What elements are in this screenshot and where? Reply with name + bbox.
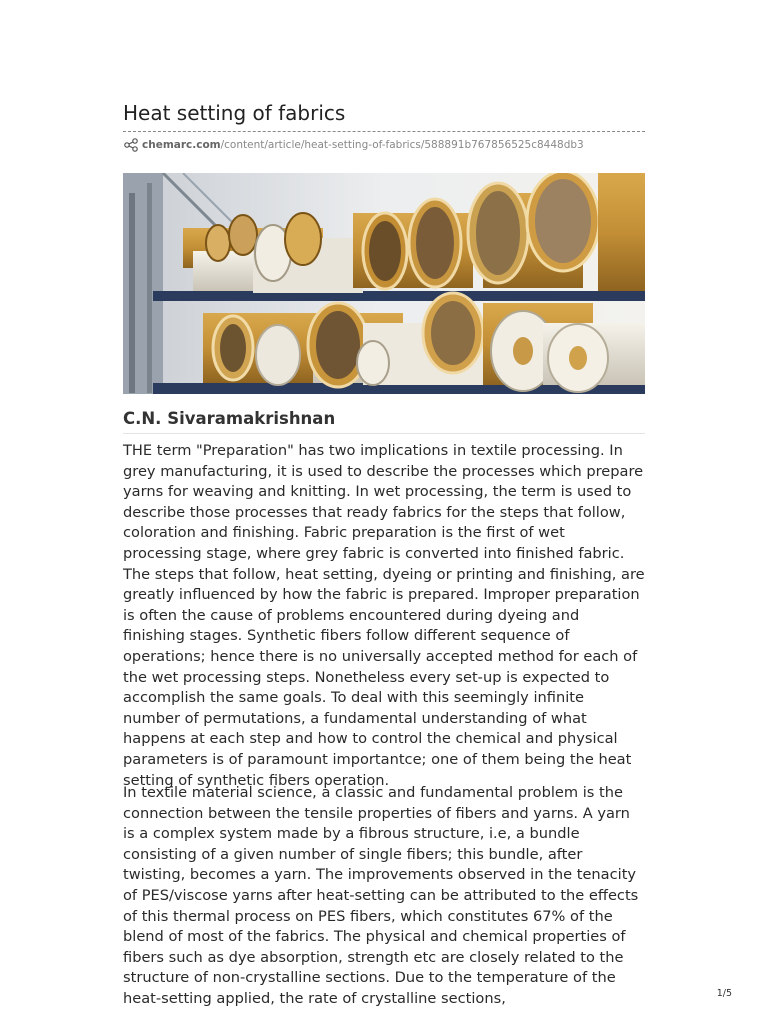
fabric-rolls-image [123, 173, 645, 394]
page-title: Heat setting of fabrics [123, 101, 346, 125]
source-link[interactable] [123, 137, 584, 153]
title-divider [123, 131, 645, 132]
page-indicator: 1/5 [716, 988, 732, 999]
source-path: /content/article/heat-setting-of-fabrics/588891b767856525c8448db3 [220, 139, 584, 151]
body-paragraph-2: In textile material science, a classic and fundamental problem is the connection between the tensile properties of fibers and yarns. A yarn is a complex system made by a fibrous structure, i.e, a bundle consisting of a given number of single fibers; this bundle, after twisting, becomes a yarn. The improvements observed in the tenacity of PES/viscose yarns after heat-setting can be attributed to the effects of this thermal process on PES fibers, which constitutes 67% of the blend of most of the fabrics. The physical and chemical properties of fibers such as dye absorption, strength etc are closely related to the structure of non-crystalline sections. Due to the temperature of the heat-setting applied, the rate of crystalline sections, [123, 784, 639, 1007]
source-domain: chemarc.com [142, 139, 221, 151]
author-name: C.N. Sivaramakrishnan [123, 409, 336, 428]
body-paragraph-1: THE term "Preparation" has two implications in textile processing. In grey manufacturing, it is used to describe the processes which prepare yarns for weaving and knitting. In wet processing, the term is used to describe those processes that ready fabrics for the steps that follow, coloration and finishing. Fabric preparation is the first of wet processing stage, where grey fabric is converted into finished fabric. The steps that follow, heat setting, dyeing or printing and finishing, are greatly influenced by how the fabric is prepared. Improper preparation is often the cause of problems encountered during dyeing and finishing stages. Synthetic fibers follow different sequence of operations; hence there is no universally accepted method for each of the wet processing steps. Nonetheless every set-up is expected to accomplish the same goals. To deal with this seemingly infinite number of permutations, a fundamental understanding of what happens at each step and how to control the chemical and physical parameters is of paramount importantce; one of them being the heat setting of synthetic fibers operation. [123, 442, 645, 789]
author-divider [123, 433, 645, 434]
link-icon [123, 137, 139, 153]
